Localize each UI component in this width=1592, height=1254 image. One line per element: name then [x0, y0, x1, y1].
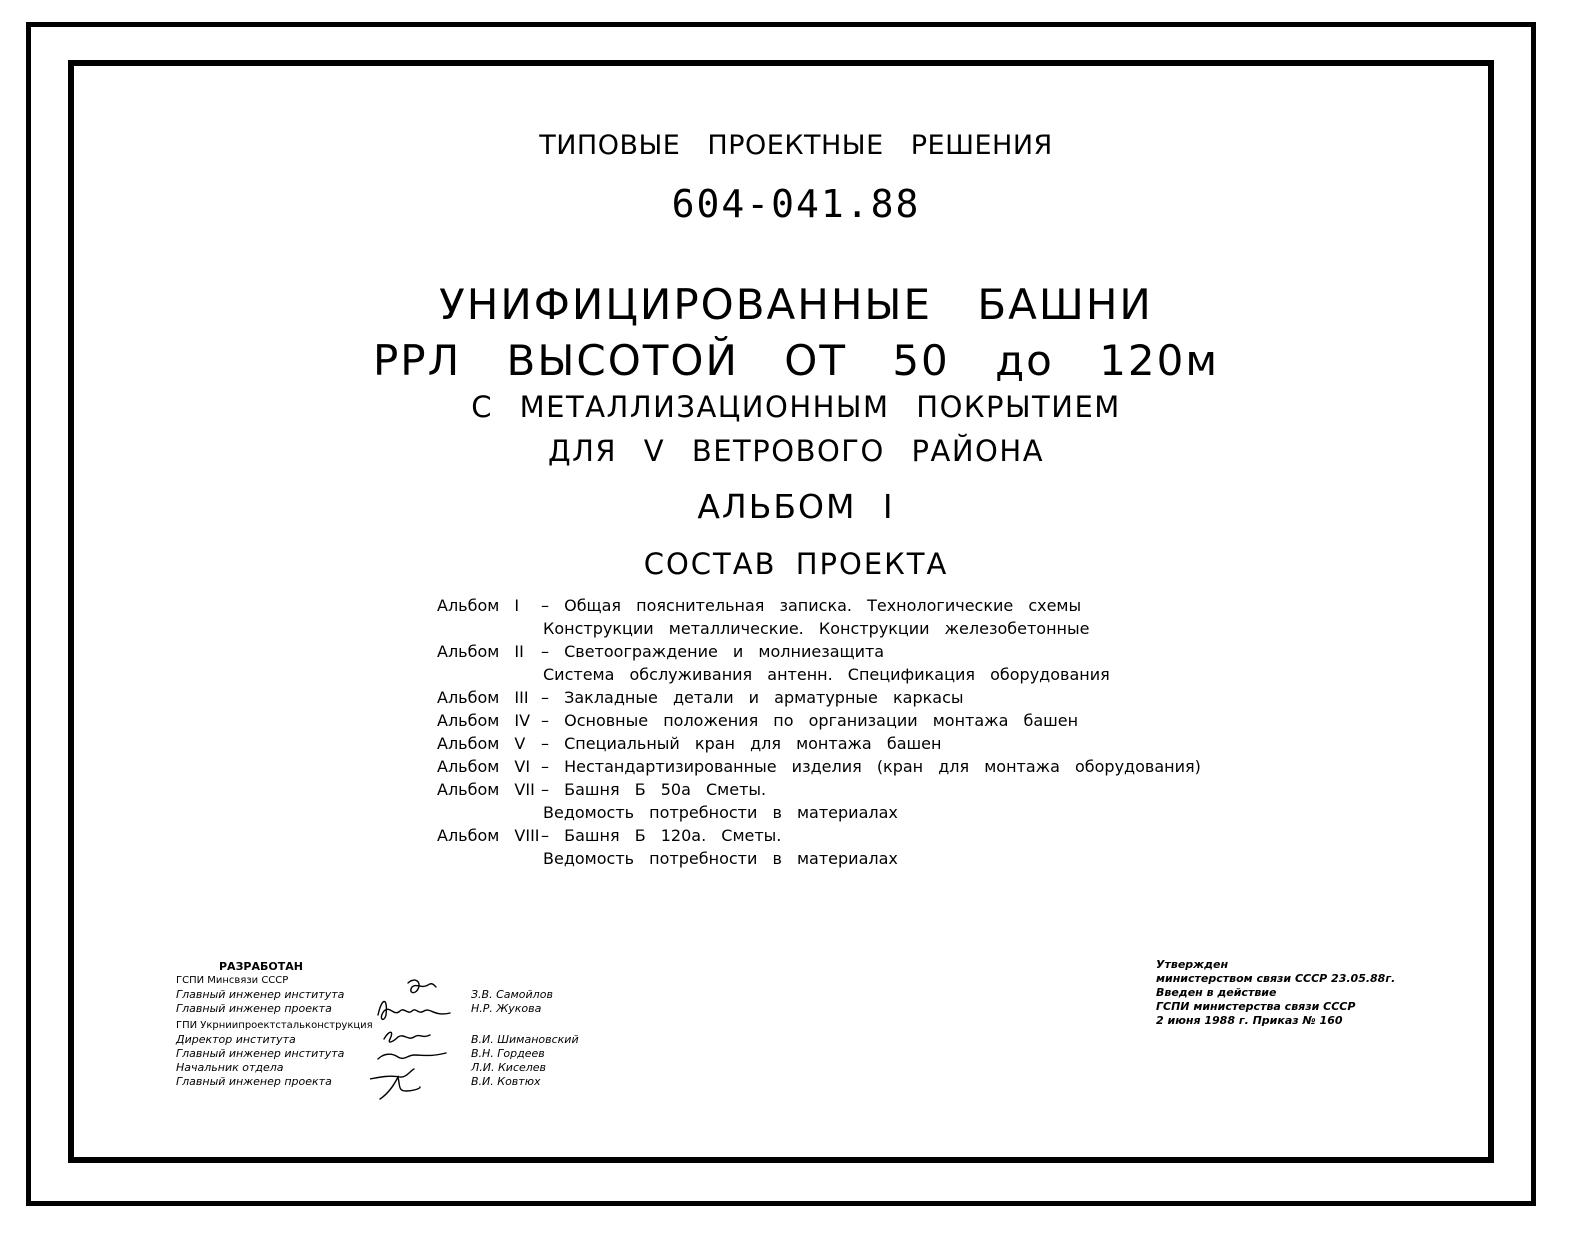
developer-position: Главный инженер проекта: [176, 1002, 332, 1015]
developer-position: Начальник отдела: [176, 1061, 284, 1074]
album-label: Альбом III: [437, 688, 529, 707]
title-line-3: С МЕТАЛЛИЗАЦИОННЫМ ПОКРЫТИЕМ: [471, 390, 1121, 424]
approval-line: ГСПИ министерства связи СССР: [1156, 1000, 1356, 1013]
album-label: Альбом VII: [437, 780, 535, 799]
album-description: – Закладные детали и арматурные каркасы: [541, 688, 964, 707]
composition-row: [437, 849, 1227, 872]
developer-name: В.И. Шимановский: [471, 1033, 579, 1046]
composition-row: [437, 665, 1227, 688]
album-description: Ведомость потребности в материалах: [543, 849, 898, 868]
album-label: Альбом I: [437, 596, 520, 615]
developer-position: Главный инженер института: [176, 1047, 345, 1060]
album-description: Система обслуживания антенн. Спецификация оборудования: [543, 665, 1110, 684]
signature-5: [370, 1069, 414, 1079]
signature-2: [378, 1002, 450, 1020]
developer-position: Главный инженер института: [176, 988, 345, 1001]
album-label: Альбом VIII: [437, 826, 540, 845]
album-description: – Специальный кран для монтажа башен: [541, 734, 941, 753]
approval-line: Введен в действие: [1156, 986, 1277, 999]
composition-row: [437, 803, 1227, 826]
series-code: 604-041.88: [671, 182, 921, 226]
album-description: – Светоограждение и молниезащита: [541, 642, 884, 661]
album-description: – Башня Б 50а Сметы.: [541, 780, 766, 799]
approval-line: 2 июня 1988 г. Приказ № 160: [1156, 1014, 1343, 1027]
album-description: Конструкции металлические. Конструкции железобетонные: [543, 619, 1090, 638]
signatures: [370, 975, 470, 1105]
developer-position: Главный инженер проекта: [176, 1075, 332, 1088]
composition-heading: СОСТАВ ПРОЕКТА: [643, 547, 949, 581]
approval-block: [1156, 958, 1476, 1028]
album-label: Альбом II: [437, 642, 524, 661]
album-label: Альбом V: [437, 734, 526, 753]
album-description: – Основные положения по организации монтажа башен: [541, 711, 1078, 730]
signature-4: [378, 1053, 446, 1059]
composition-row: [437, 757, 1227, 780]
composition-row: [437, 734, 1227, 757]
title-line-1: УНИФИЦИРОВАННЫЕ БАШНИ: [439, 280, 1153, 329]
album-label: Альбом VI: [437, 757, 531, 776]
composition-row: [437, 596, 1227, 619]
developed-heading: РАЗРАБОТАН: [219, 960, 303, 973]
signature-6: [380, 1077, 420, 1099]
developer-position: Директор института: [176, 1033, 296, 1046]
album-description: – Башня Б 120а. Сметы.: [541, 826, 781, 845]
developer-name: З.В. Самойлов: [471, 988, 553, 1001]
signature-1: [408, 980, 436, 993]
composition-row: [437, 711, 1227, 734]
composition-row: [437, 826, 1227, 849]
album-description: – Общая пояснительная записка. Технологические схемы: [541, 596, 1081, 615]
signature-3: [384, 1032, 430, 1042]
developer-org-1: ГСПИ Минсвязи СССР: [176, 975, 289, 986]
composition-list: [437, 596, 1227, 872]
composition-row: [437, 642, 1227, 665]
album-title: АЛЬБОМ I: [697, 487, 895, 526]
developer-name: В.Н. Гордеев: [471, 1047, 545, 1060]
approval-line: Утвержден: [1156, 958, 1229, 971]
developer-name: Н.Р. Жукова: [471, 1002, 542, 1015]
approval-line: министерством связи СССР 23.05.88г.: [1156, 972, 1396, 985]
series-title: ТИПОВЫЕ ПРОЕКТНЫЕ РЕШЕНИЯ: [539, 130, 1053, 161]
composition-row: [437, 780, 1227, 803]
composition-row: [437, 688, 1227, 711]
album-label: Альбом IV: [437, 711, 531, 730]
developer-org-2: ГПИ Укрниипроектстальконструкция: [176, 1020, 373, 1031]
composition-row: [437, 619, 1227, 642]
developer-name: Л.И. Киселев: [471, 1061, 547, 1074]
title-line-4: ДЛЯ V ВЕТРОВОГО РАЙОНА: [547, 434, 1045, 468]
album-description: Ведомость потребности в материалах: [543, 803, 898, 822]
developer-name: В.И. Ковтюх: [471, 1075, 541, 1088]
album-description: – Нестандартизированные изделия (кран для монтажа оборудования): [541, 757, 1201, 776]
title-line-2: РРЛ ВЫСОТОЙ ОТ 50 до 120м: [372, 336, 1220, 385]
